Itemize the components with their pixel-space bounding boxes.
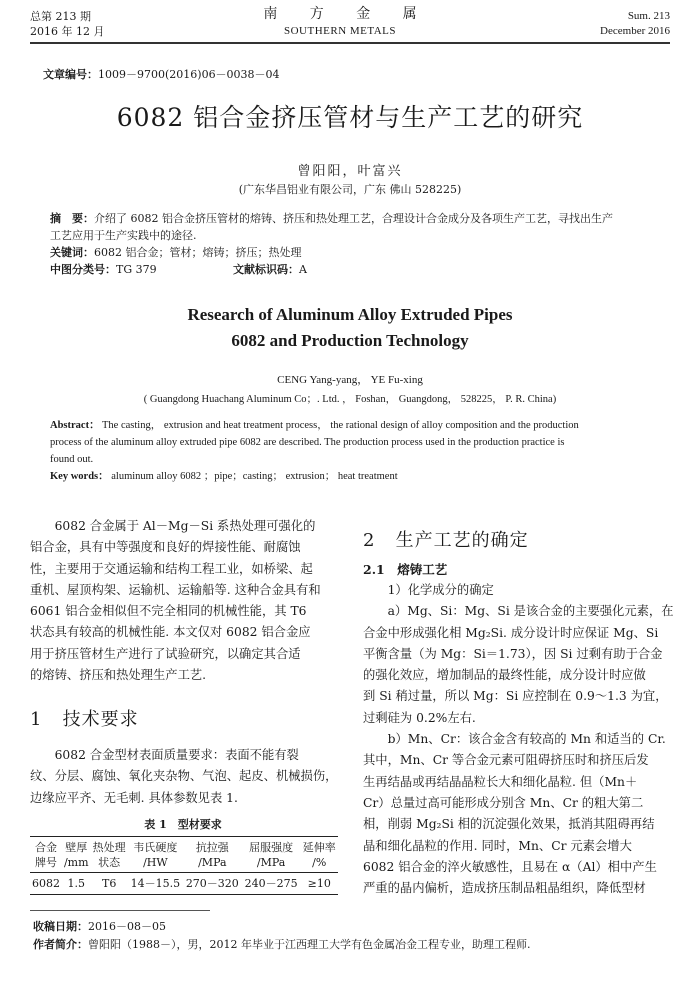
author-bio: 曾阳阳（1988－），男，2012 年毕业于江西理工大学有色金属冶金工程专业，助理工程师. [88, 938, 531, 951]
intro-line: 6082 合金属于 Al－Mg－Si 系热处理可强化的 [54, 519, 316, 533]
abstract-cn-text-1: 介绍了 6082 铝合金挤压管材的熔铸、挤压和热处理工艺，合理设计合金成分及各项生产工艺，寻找出生产 [94, 212, 613, 225]
footnotes [33, 918, 673, 954]
para-a-line: 平衡含量（为 Mg：Si＝1.73），因 Si 过剩有助于合金 [363, 646, 663, 661]
table-header-cell: /% [301, 855, 338, 873]
table-1-title: 表 1 型材要求 [144, 818, 222, 831]
section-2-number: 2 [363, 530, 376, 551]
table-header-cell: 韦氏硬度 [128, 837, 183, 856]
para-a-line: 过剩硅为 0.2%左右. [363, 710, 476, 725]
journal-name-en: SOUTHERN METALS [283, 25, 397, 37]
abstract-en-text-2: process of the aluminum alloy extruded pipe 6082 are described. The production process used in the production practice is [50, 437, 565, 448]
table-header-row [30, 837, 338, 856]
table-header-cell: 壁厚 [62, 837, 90, 856]
table-cell: 240－275 [242, 873, 301, 895]
authors-en: CENG Yang-yang， YE Fu-xing [277, 374, 423, 386]
abstract-en-label: Abstract： [50, 420, 100, 431]
table-header-cell: 牌号 [30, 855, 62, 873]
intro-line: 状态具有较高的机械性能. 本文仅对 6082 铝合金应 [30, 625, 311, 640]
table-header-cell: /mm [62, 855, 90, 873]
table-header-cell: /HW [128, 855, 183, 873]
para-a-line: 的强化效应，增加制品的最终性能，成分设计时应做 [363, 668, 646, 683]
keywords-en-label: Key words： [50, 471, 109, 482]
table-cell: 1.5 [62, 873, 90, 895]
issue-info [30, 9, 104, 39]
table-cell: T6 [90, 873, 127, 895]
intro-line: 用于挤压管材生产进行了试验研究，以确定其合适 [30, 646, 301, 661]
table-cell: ≥10 [301, 873, 338, 895]
item-heading: 1）化学成分的确定 [387, 583, 494, 597]
para-b-line: 相，削弱 Mg₂Si 相的沉淀强化效果，抵消其阻碍再结 [363, 817, 655, 832]
section-1-title: 技术要求 [62, 709, 139, 730]
keywords-cn-label: 关键词： [50, 246, 94, 259]
article-number-value: 1009－9700(2016)06－0038－04 [98, 68, 280, 81]
abstract-en [50, 417, 660, 485]
journal-name [240, 6, 440, 39]
para-a-line: a）Mg、Si：Mg、Si 是该合金的主要强化元素，在 [387, 604, 674, 619]
page-title: 6082 铝合金挤压管材与生产工艺的研究 [116, 103, 584, 132]
table-header-cell: 合金 [30, 837, 62, 856]
table-header-cell: /MPa [242, 855, 301, 873]
header-rule [30, 42, 670, 44]
section-1-line: 纹、分层、腐蚀、氧化夹杂物、气泡、起皮、机械损伤， [30, 769, 338, 784]
abstract-cn [50, 210, 650, 278]
issue-number: 总第 213 期 [30, 10, 91, 23]
section-2-title: 生产工艺的确定 [395, 530, 529, 551]
table-header-cell: 热处理 [90, 837, 127, 856]
table-cell: 270－320 [183, 873, 242, 895]
doc-code-label: 文献标识码： [233, 263, 299, 276]
keywords-cn: 6082 铝合金；管材；熔铸；挤压；热处理 [94, 246, 302, 259]
abstract-en-text-1: The casting， extrusion and heat treatment process， the rational design of alloy composition and the production [99, 420, 579, 431]
para-b-line: b）Mn、Cr：该合金含有较高的 Mn 和适当的 Cr. [387, 732, 666, 747]
article-number [43, 66, 280, 82]
received-date: 2016－08－05 [88, 920, 166, 933]
abstract-cn-text-2: 工艺应用于生产实践中的途径. [50, 229, 197, 242]
table-1 [30, 836, 338, 895]
issue-date: 2016 年 12 月 [30, 25, 105, 38]
para-a-line: 合金中形成强化相 Mg₂Si. 成分设计时应保证 Mg、Si [363, 625, 659, 640]
table-header-cell: /MPa [183, 855, 242, 873]
table-header-cell: 抗拉强 [183, 837, 242, 856]
intro-paragraph [30, 516, 340, 686]
clc-value: TG 379 [116, 263, 157, 276]
table-row [30, 873, 338, 895]
intro-line: 性，主要用于交通运输和结构工程工业，如桥梁、起 [30, 561, 313, 576]
intro-line: 的熔铸、挤压和热处理生产工艺. [30, 668, 207, 683]
article-number-label: 文章编号： [43, 68, 98, 81]
table-cell: 6082 [30, 873, 62, 895]
english-title [0, 302, 700, 354]
author-bio-label: 作者简介： [33, 938, 88, 951]
para-b-line: 其中，Mn、Cr 等合金元素可阻碍挤压时和挤压后发 [363, 753, 649, 768]
intro-line: 重机、屋顶构架、运输机、运输船等. 这种合金具有和 [30, 582, 321, 597]
abstract-cn-label: 摘 要： [50, 212, 94, 225]
intro-line: 铝合金，具有中等强度和良好的焊接性能、耐腐蚀 [30, 540, 301, 555]
section-1-number: 1 [30, 709, 43, 730]
table-header-cell: 屈服强度 [242, 837, 301, 856]
footnote-rule [30, 910, 210, 911]
table-cell: 14－15.5 [128, 873, 183, 895]
issue-info-en [600, 9, 670, 39]
subsection-2-1-heading: 2.1 熔铸工艺 [363, 562, 448, 577]
keywords-en: aluminum alloy 6082 ；pipe；casting； extrusion； heat treatment [108, 471, 398, 482]
affiliation-en: ( Guangdong Huachang Aluminum Co；. Ltd. ， Foshan， Guangdong， 528225， P. R. China) [143, 394, 557, 405]
para-b-line: 6082 铝合金的淬火敏感性，且易在 α（Al）相中产生 [363, 859, 657, 874]
english-title-line-2: 6082 and Production Technology [231, 331, 469, 350]
clc-label: 中图分类号： [50, 263, 116, 276]
para-b-line: 严重的晶内偏析，造成挤压制品粗晶组织，降低型材 [363, 881, 646, 896]
table-header-cell: 延伸率 [301, 837, 338, 856]
section-1-paragraph [30, 745, 340, 809]
section-1-heading [30, 705, 139, 731]
para-a-line: 到 Si 稍过量，所以 Mg：Si 应控制在 0.9～1.3 为宜， [363, 689, 668, 704]
section-2-paragraphs [363, 580, 675, 899]
issue-date-en: December 2016 [600, 25, 670, 37]
section-1-line: 边缘应平齐、无毛刺. 具体参数见表 1. [30, 790, 238, 805]
abstract-en-text-3: found out. [50, 454, 94, 465]
table-header-cell: 状态 [90, 855, 127, 873]
table-header-row [30, 855, 338, 873]
section-2-heading [363, 526, 529, 552]
para-b-line: 晶和细化晶粒的作用. 同时，Mn、Cr 元素会增大 [363, 838, 632, 853]
sum-number: Sum. 213 [627, 10, 670, 22]
doc-code-value: A [299, 263, 307, 276]
journal-name-cn: 南 方 金 属 [263, 6, 431, 22]
para-b-line: Cr）总量过高可能形成分别含 Mn、Cr 的粗大第二 [363, 795, 644, 810]
affiliation-cn: (广东华昌铝业有限公司，广东 佛山 528225) [238, 183, 462, 196]
para-b-line: 生再结晶或再结晶晶粒长大和细化晶粒. 但（Mn＋ [363, 774, 638, 789]
intro-line: 6061 铝合金相似但不完全相同的机械性能，其 T6 [30, 604, 307, 619]
section-1-line: 6082 合金型材表面质量要求：表面不能有裂 [54, 748, 299, 762]
english-title-line-1: Research of Aluminum Alloy Extruded Pipes [187, 305, 513, 324]
received-label: 收稿日期： [33, 920, 88, 933]
authors-cn: 曾阳阳，叶富兴 [297, 164, 403, 179]
